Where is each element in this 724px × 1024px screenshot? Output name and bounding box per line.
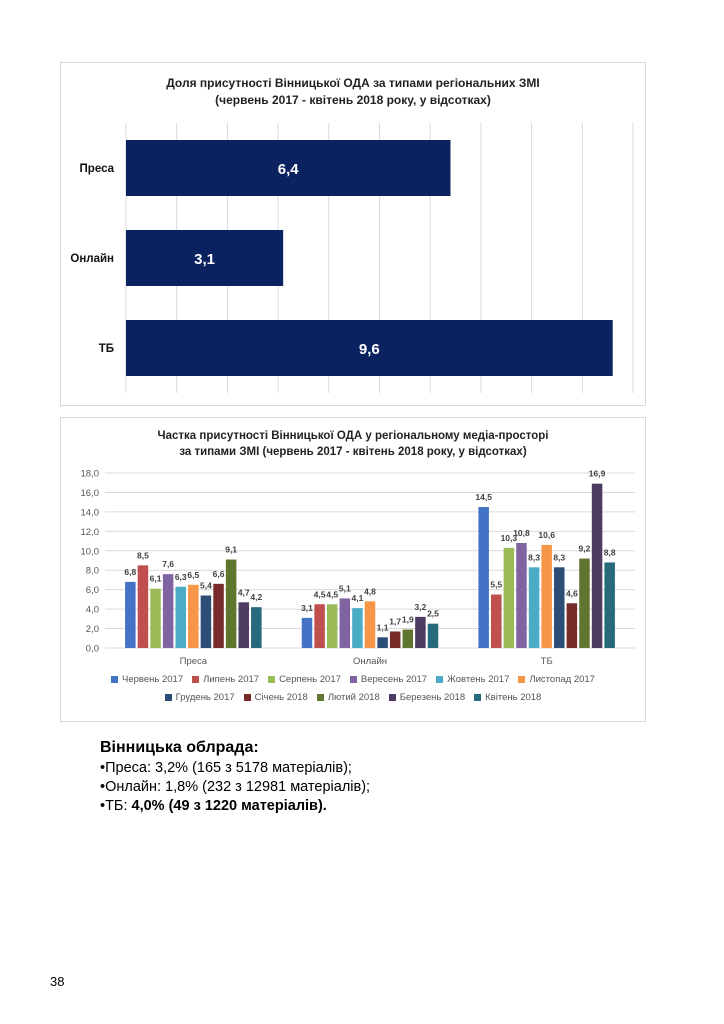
bar [428, 624, 439, 648]
bullet-mark: • [100, 760, 106, 776]
bar [327, 604, 338, 648]
y-tick-label: 10,0 [80, 546, 99, 558]
data-label: 10,8 [513, 528, 530, 538]
y-tick-label: 6,0 [85, 585, 99, 597]
y-tick-label: 14,0 [80, 507, 99, 519]
bar [188, 585, 199, 648]
y-tick-label: 12,0 [80, 526, 99, 538]
summary-item-bold: 4,0% (49 з 1220 матеріалів). [131, 798, 327, 814]
summary-item-press [100, 759, 370, 778]
bar [213, 584, 224, 648]
y-tick-label: 16,0 [80, 487, 99, 499]
bullet-mark: • [100, 779, 106, 795]
category-label: ТБ [540, 656, 553, 667]
legend-item [244, 692, 308, 703]
y-tick-label: 18,0 [80, 468, 99, 480]
summary-block [100, 738, 370, 816]
y-tick-label: 0,0 [85, 643, 99, 655]
data-label: 8,3 [553, 552, 566, 563]
legend-swatch [317, 694, 324, 701]
legend-label: Червень 2017 [122, 674, 184, 685]
legend-item [474, 692, 541, 703]
bar [403, 630, 414, 648]
summary-item-text: Преса: 3,2% (165 з 5178 матеріалів); [105, 760, 352, 776]
legend-swatch [518, 676, 525, 683]
bar [491, 595, 502, 648]
bar [390, 631, 401, 648]
summary-item-online [100, 778, 370, 797]
bar [377, 637, 388, 648]
legend-label: Квітень 2018 [485, 692, 542, 703]
bar [592, 484, 603, 648]
bar [150, 589, 161, 648]
legend-label: Лютий 2018 [327, 692, 380, 703]
y-tick-label: 4,0 [85, 604, 99, 616]
bar [302, 618, 313, 648]
legend-label: Грудень 2017 [175, 692, 235, 703]
data-label: 6,5 [187, 569, 200, 580]
data-label: 1,7 [389, 616, 402, 627]
legend-swatch [474, 694, 481, 701]
summary-heading: Вінницька облрада: [100, 739, 259, 756]
data-label: 10,6 [538, 529, 555, 540]
data-label: 6,1 [149, 573, 162, 584]
bar [352, 608, 363, 648]
category-label: Онлайн [70, 253, 114, 265]
data-label: 8,5 [137, 550, 149, 561]
chart-panel-1 [60, 62, 646, 406]
legend-item [389, 692, 465, 703]
legend-label: Жовтень 2017 [447, 674, 510, 685]
legend-item [192, 674, 259, 685]
data-label: 4,5 [326, 589, 339, 600]
bar [415, 617, 426, 648]
bar [163, 574, 174, 648]
data-label: 14,5 [475, 492, 492, 503]
legend-label: Листопад 2017 [529, 674, 595, 685]
data-label: 9,6 [358, 341, 380, 358]
legend-item [518, 674, 595, 685]
summary-item-tv [100, 797, 370, 816]
chart-2-title: Частка присутності Вінницької ОДА у регіональному медіа-просторі [157, 430, 549, 442]
legend-label: Серпень 2017 [279, 674, 341, 685]
data-label: 6,4 [277, 161, 299, 178]
bar [541, 545, 552, 648]
bar [604, 562, 615, 648]
data-label: 6,8 [124, 566, 137, 577]
chart-1-subtitle: (червень 2017 - квітень 2018 року, у відсотках) [215, 93, 491, 107]
data-label: 5,4 [200, 580, 212, 591]
data-label: 3,1 [301, 602, 313, 613]
legend-item [111, 674, 183, 685]
page-number: 38 [50, 974, 65, 989]
category-label: Преса [79, 163, 114, 175]
bar [238, 602, 249, 648]
legend-swatch [192, 676, 199, 683]
chart-panel-2 [60, 417, 646, 722]
chart-2-subtitle: за типами ЗМІ (червень 2017 - квітень 2018 року, у відсотках) [179, 446, 527, 458]
bar [201, 596, 212, 649]
legend-swatch [436, 676, 443, 683]
bar [554, 567, 565, 648]
bar [478, 507, 489, 648]
data-label: 1,1 [376, 622, 389, 633]
grouped-bar-chart [61, 418, 647, 668]
y-tick-label: 8,0 [85, 565, 99, 577]
data-label: 4,6 [565, 588, 578, 599]
category-label: Преса [179, 656, 208, 667]
data-label: 10,3 [500, 532, 518, 543]
bar [516, 543, 527, 648]
data-label: 5,5 [490, 579, 503, 590]
bullet-mark: • [100, 798, 106, 814]
legend-label: Липень 2017 [203, 674, 260, 685]
legend-swatch [389, 694, 396, 701]
data-label: 4,7 [237, 587, 250, 598]
summary-item-text: ТБ: [105, 798, 132, 814]
data-label: 9,1 [225, 544, 238, 555]
legend-swatch [244, 694, 251, 701]
legend-item [268, 674, 341, 685]
bar [579, 559, 590, 648]
data-label: 8,8 [603, 547, 616, 558]
data-label: 4,5 [313, 589, 326, 600]
legend-label: Березень 2018 [399, 692, 466, 703]
horizontal-bar-chart [61, 63, 647, 407]
summary-item-text: Онлайн: 1,8% (232 з 12981 матеріалів); [105, 779, 371, 795]
data-label: 3,2 [414, 601, 427, 612]
bar [175, 587, 186, 648]
data-label: 6,6 [212, 568, 225, 579]
legend-swatch [111, 676, 118, 683]
bar [314, 604, 325, 648]
data-label: 6,3 [174, 571, 187, 582]
legend-item [350, 674, 427, 685]
legend-swatch [165, 694, 172, 701]
bar [340, 598, 351, 648]
bar [529, 567, 540, 648]
legend-label: Січень 2018 [254, 692, 308, 703]
legend-swatch [350, 676, 357, 683]
bar [125, 582, 136, 648]
category-label: Онлайн [352, 656, 388, 667]
bar [365, 601, 376, 648]
bar [226, 560, 237, 648]
legend-swatch [268, 676, 275, 683]
data-label: 3,1 [194, 251, 216, 268]
legend-label: Вересень 2017 [360, 674, 428, 685]
bar [504, 548, 515, 648]
data-label: 8,3 [528, 552, 540, 563]
data-label: 4,2 [250, 592, 263, 603]
data-label: 7,6 [162, 559, 175, 570]
legend-item [436, 674, 509, 685]
y-tick-label: 2,0 [85, 624, 99, 636]
bar [567, 603, 578, 648]
chart-2-legend [81, 674, 625, 703]
legend-item [317, 692, 380, 703]
bar [251, 607, 261, 648]
data-label: 4,8 [364, 586, 376, 597]
legend-item [165, 692, 235, 703]
data-label: 5,1 [338, 583, 351, 594]
data-label: 4,1 [351, 593, 364, 604]
data-label: 9,2 [578, 543, 591, 554]
category-label: ТБ [98, 343, 114, 355]
data-label: 1,9 [401, 614, 414, 625]
chart-1-title: Доля присутності Вінницької ОДА за типами регіональних ЗМІ [166, 76, 540, 90]
data-label: 16,9 [588, 468, 606, 479]
data-label: 2,5 [427, 608, 439, 619]
bar [138, 565, 149, 648]
